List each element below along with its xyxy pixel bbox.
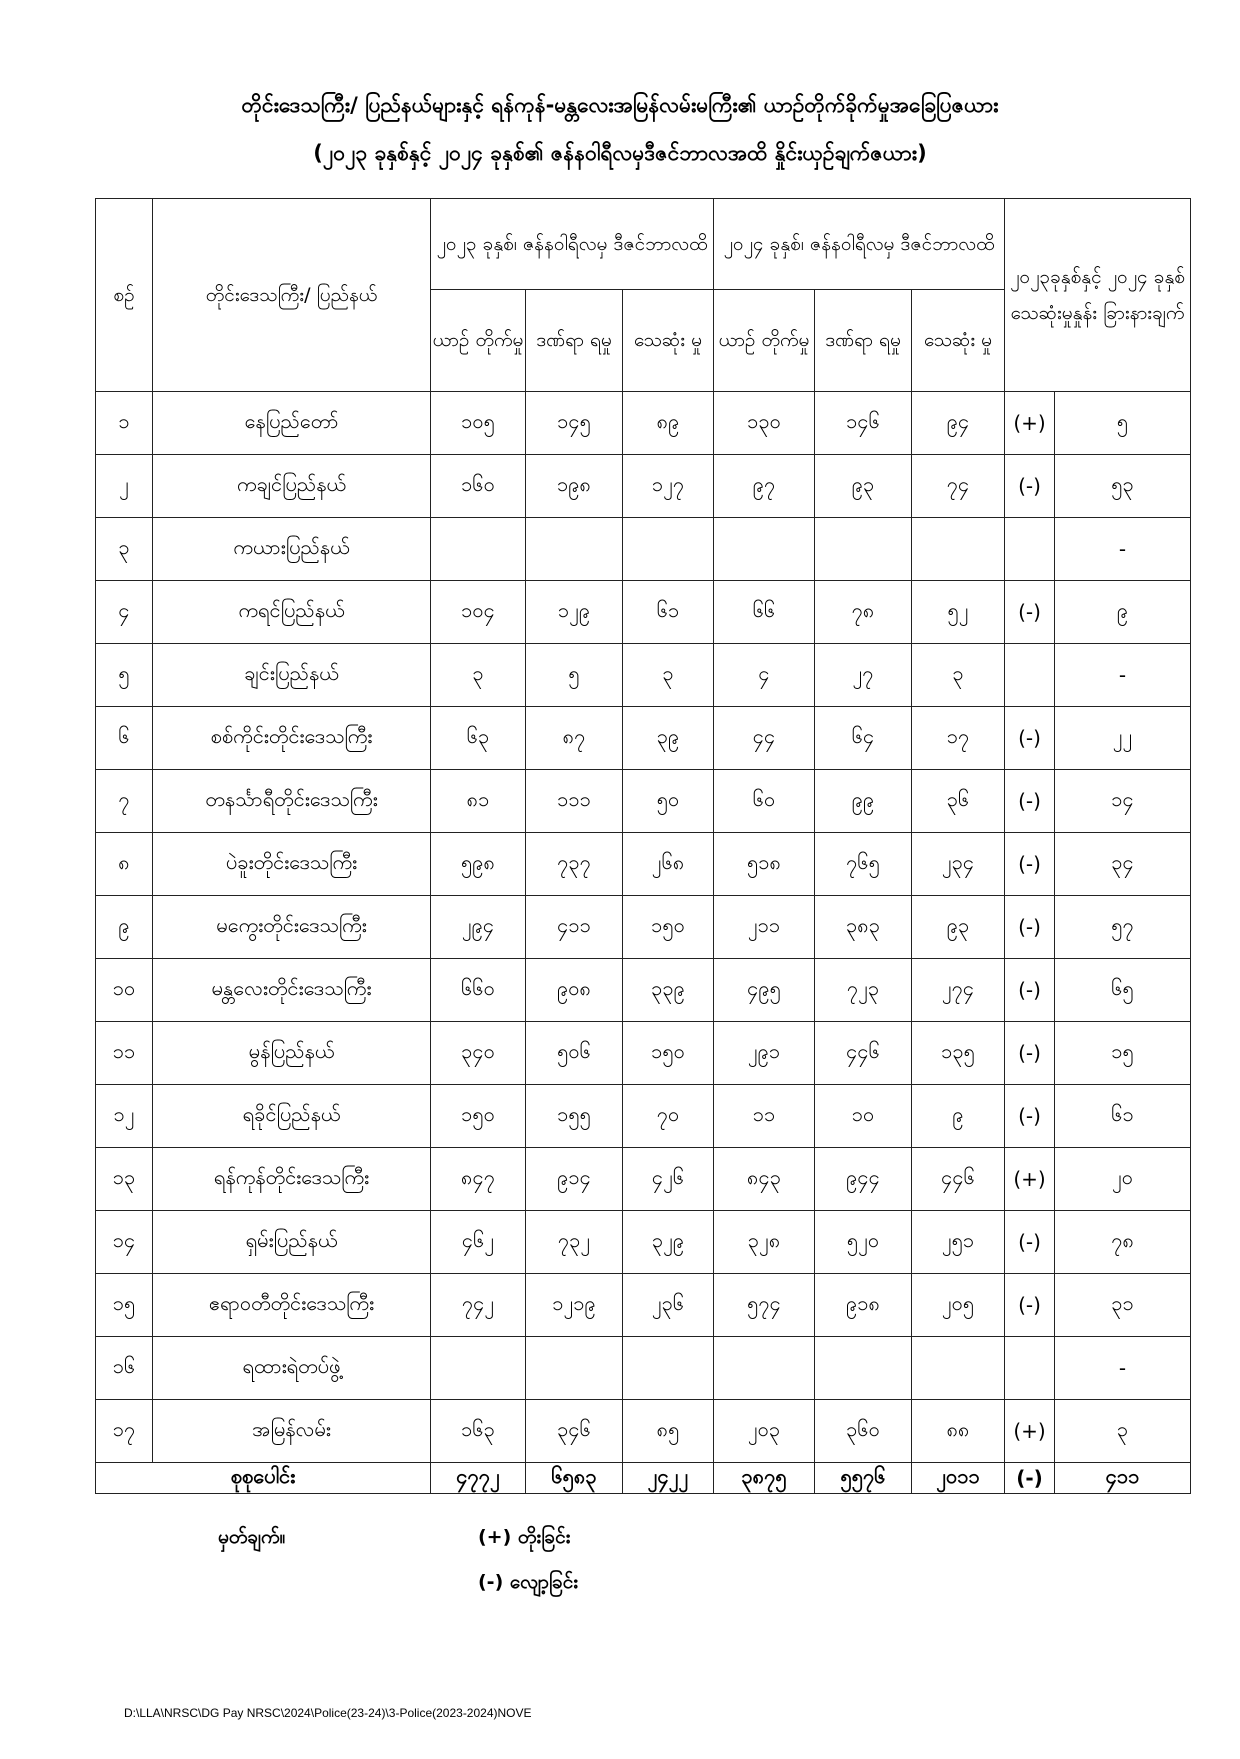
injuries-2024: ၇၂၃ (815, 959, 912, 1022)
deaths-2023: ၂၆၈ (623, 833, 714, 896)
region-name: ကရင်ပြည်နယ် (153, 581, 431, 644)
accidents-2024: ၃၂၈ (714, 1211, 815, 1274)
deaths-2023 (623, 518, 714, 581)
table-row (96, 896, 1191, 959)
deaths-2023: ၂၃၆ (623, 1274, 714, 1337)
region-name: ရထားရဲတပ်ဖွဲ့ (153, 1337, 431, 1400)
accidents-2024: ၁၁ (714, 1085, 815, 1148)
death-difference: ၅၃ (1055, 455, 1191, 518)
injuries-2024: ၆၄ (815, 707, 912, 770)
change-sign: (-) (1005, 1274, 1055, 1337)
total-death-difference: ၄၁၁ (1055, 1463, 1191, 1494)
table-row (96, 707, 1191, 770)
header-serial: စဉ် (96, 199, 153, 392)
header-region: တိုင်းဒေသကြီး/ ပြည်နယ် (153, 199, 431, 392)
death-difference: - (1055, 1337, 1191, 1400)
deaths-2024: ၃ (912, 644, 1005, 707)
header-deaths-2023: သေဆုံး မှု (623, 290, 714, 392)
accidents-2024: ၆၆ (714, 581, 815, 644)
header-accidents-2023: ယာဉ် တိုက်မှု (431, 290, 526, 392)
accidents-2024: ၁၃၀ (714, 392, 815, 455)
accidents-2024: ၄ (714, 644, 815, 707)
accidents-2023 (431, 518, 526, 581)
accidents-2024: ၅၇၄ (714, 1274, 815, 1337)
deaths-2024: ၂၇၄ (912, 959, 1005, 1022)
injuries-2023: ၅၀၆ (526, 1022, 623, 1085)
death-difference: ၁၄ (1055, 770, 1191, 833)
accidents-2023: ၁၆၃ (431, 1400, 526, 1463)
serial-cell: ၁၁ (96, 1022, 153, 1085)
header-period-2024: ၂၀၂၄ ခုနှစ်၊ ဇန်နဝါရီလမှ ဒီဇင်ဘာလထိ (714, 199, 1005, 290)
injuries-2024: ၇၈ (815, 581, 912, 644)
serial-cell: ၈ (96, 833, 153, 896)
accidents-2023: ၃၄၀ (431, 1022, 526, 1085)
header-period-2023: ၂၀၂၃ ခုနှစ်၊ ဇန်နဝါရီလမှ ဒီဇင်ဘာလထိ (431, 199, 714, 290)
change-sign: (-) (1005, 1211, 1055, 1274)
region-name: မွန်ပြည်နယ် (153, 1022, 431, 1085)
table-row (96, 392, 1191, 455)
injuries-2023: ၁၉၈ (526, 455, 623, 518)
deaths-2023: ၅၀ (623, 770, 714, 833)
region-name: စစ်ကိုင်းတိုင်းဒေသကြီး (153, 707, 431, 770)
deaths-2024 (912, 518, 1005, 581)
deaths-2024: ၂၃၄ (912, 833, 1005, 896)
accidents-2024 (714, 518, 815, 581)
total-accidents-2023: ၄၇၇၂ (431, 1463, 526, 1494)
serial-cell: ၆ (96, 707, 153, 770)
change-sign: (-) (1005, 833, 1055, 896)
deaths-2024: ၈၈ (912, 1400, 1005, 1463)
accidents-2023 (431, 1337, 526, 1400)
deaths-2024: ၅၂ (912, 581, 1005, 644)
deaths-2023: ၃၂၉ (623, 1211, 714, 1274)
injuries-2023 (526, 1337, 623, 1400)
deaths-2023: ၃၉ (623, 707, 714, 770)
injuries-2024: ၁၄၆ (815, 392, 912, 455)
accidents-2023: ၁၀၄ (431, 581, 526, 644)
note-increase: (+) တိုးခြင်း (478, 1526, 571, 1548)
total-change-sign: (-) (1005, 1463, 1055, 1494)
deaths-2024: ၂၅၁ (912, 1211, 1005, 1274)
deaths-2023: ၄၂၆ (623, 1148, 714, 1211)
injuries-2023: ၈၇ (526, 707, 623, 770)
accidents-2023: ၈၄၇ (431, 1148, 526, 1211)
death-difference: ၆၁ (1055, 1085, 1191, 1148)
header-injuries-2023: ဒဏ်ရာ ရမှု (526, 290, 623, 392)
region-name: နေပြည်တော် (153, 392, 431, 455)
table-row (96, 455, 1191, 518)
accidents-2024: ၈၄၃ (714, 1148, 815, 1211)
accidents-2023: ၇၄၂ (431, 1274, 526, 1337)
accidents-2023: ၄၆၂ (431, 1211, 526, 1274)
serial-cell: ၅ (96, 644, 153, 707)
accidents-2023: ၆၃ (431, 707, 526, 770)
header-accidents-2024: ယာဉ် တိုက်မှု (714, 290, 815, 392)
table-row (96, 770, 1191, 833)
accidents-2024: ၆၀ (714, 770, 815, 833)
deaths-2023: ၃ (623, 644, 714, 707)
death-difference: ၆၅ (1055, 959, 1191, 1022)
region-name: မန္တလေးတိုင်းဒေသကြီး (153, 959, 431, 1022)
injuries-2023: ၇၃၇ (526, 833, 623, 896)
region-name: ပဲခူးတိုင်းဒေသကြီး (153, 833, 431, 896)
deaths-2023: ၇၀ (623, 1085, 714, 1148)
change-sign: (-) (1005, 959, 1055, 1022)
accident-comparison-table (95, 198, 1191, 1494)
serial-cell: ၁၅ (96, 1274, 153, 1337)
deaths-2024: ၉၄ (912, 392, 1005, 455)
deaths-2024: ၄၄၆ (912, 1148, 1005, 1211)
injuries-2023: ၇၃၂ (526, 1211, 623, 1274)
accidents-2023: ၈၁ (431, 770, 526, 833)
total-injuries-2023: ၆၅၈၃ (526, 1463, 623, 1494)
death-difference: ၂၀ (1055, 1148, 1191, 1211)
table-row (96, 833, 1191, 896)
injuries-2024: ၄၄၆ (815, 1022, 912, 1085)
death-difference: ၇၈ (1055, 1211, 1191, 1274)
accidents-2024: ၉၇ (714, 455, 815, 518)
death-difference: - (1055, 518, 1191, 581)
deaths-2024: ၃၆ (912, 770, 1005, 833)
serial-cell: ၄ (96, 581, 153, 644)
deaths-2024: ၉ (912, 1085, 1005, 1148)
region-name: ကချင်ပြည်နယ် (153, 455, 431, 518)
file-path-footer: D:\LLA\NRSC\DG Pay NRSC\2024\Police(23-24)\3-Police(2023-2024)NOVE (124, 1706, 532, 1720)
change-sign: (-) (1005, 1022, 1055, 1085)
deaths-2023: ၈၉ (623, 392, 714, 455)
serial-cell: ၁၃ (96, 1148, 153, 1211)
death-difference: ၃၁ (1055, 1274, 1191, 1337)
serial-cell: ၇ (96, 770, 153, 833)
change-sign: (-) (1005, 581, 1055, 644)
table-row (96, 581, 1191, 644)
change-sign: (-) (1005, 455, 1055, 518)
table-row (96, 518, 1191, 581)
change-sign: (+) (1005, 1148, 1055, 1211)
change-sign (1005, 518, 1055, 581)
death-difference: ၅ (1055, 392, 1191, 455)
header-deaths-2024: သေဆုံး မှု (912, 290, 1005, 392)
deaths-2023: ၃၃၉ (623, 959, 714, 1022)
injuries-2023: ၅ (526, 644, 623, 707)
change-sign: (+) (1005, 1400, 1055, 1463)
injuries-2024: ၉၁၈ (815, 1274, 912, 1337)
deaths-2024: ၇၄ (912, 455, 1005, 518)
death-difference: ၁၅ (1055, 1022, 1191, 1085)
change-sign: (-) (1005, 707, 1055, 770)
accidents-2023: ၁၅၀ (431, 1085, 526, 1148)
deaths-2024: ၂၀၅ (912, 1274, 1005, 1337)
region-name: တနင်္သာရီတိုင်းဒေသကြီး (153, 770, 431, 833)
serial-cell: ၁ (96, 392, 153, 455)
serial-cell: ၉ (96, 896, 153, 959)
header-injuries-2024: ဒဏ်ရာ ရမှု (815, 290, 912, 392)
injuries-2023: ၉၀၈ (526, 959, 623, 1022)
injuries-2024: ၃၆၀ (815, 1400, 912, 1463)
injuries-2023: ၁၂၉ (526, 581, 623, 644)
table-row (96, 1148, 1191, 1211)
table-row (96, 1400, 1191, 1463)
accidents-2024: ၄၄ (714, 707, 815, 770)
accidents-2024 (714, 1337, 815, 1400)
total-injuries-2024: ၅၅၇၆ (815, 1463, 912, 1494)
injuries-2023: ၉၁၄ (526, 1148, 623, 1211)
accidents-2024: ၂၀၃ (714, 1400, 815, 1463)
accidents-2023: ၅၉၈ (431, 833, 526, 896)
table-row (96, 1274, 1191, 1337)
death-difference: - (1055, 644, 1191, 707)
change-sign (1005, 644, 1055, 707)
serial-cell: ၃ (96, 518, 153, 581)
table-row (96, 644, 1191, 707)
table-row (96, 1085, 1191, 1148)
accidents-2024: ၄၉၅ (714, 959, 815, 1022)
accidents-2023: ၂၉၄ (431, 896, 526, 959)
injuries-2023: ၃၄၆ (526, 1400, 623, 1463)
accidents-2023: ၁၀၅ (431, 392, 526, 455)
death-difference: ၅၇ (1055, 896, 1191, 959)
injuries-2024: ၅၂၀ (815, 1211, 912, 1274)
injuries-2024: ၉၄၄ (815, 1148, 912, 1211)
deaths-2023: ၈၅ (623, 1400, 714, 1463)
accidents-2024: ၅၁၈ (714, 833, 815, 896)
table-row (96, 1211, 1191, 1274)
deaths-2024 (912, 1337, 1005, 1400)
region-name: ကယားပြည်နယ် (153, 518, 431, 581)
death-difference: ၂၂ (1055, 707, 1191, 770)
deaths-2023: ၁၅၀ (623, 896, 714, 959)
accidents-2023: ၆၆၀ (431, 959, 526, 1022)
region-name: ချင်းပြည်နယ် (153, 644, 431, 707)
table-row (96, 959, 1191, 1022)
region-name: ဧရာဝတီတိုင်းဒေသကြီး (153, 1274, 431, 1337)
accidents-2023: ၁၆၀ (431, 455, 526, 518)
table-row (96, 1337, 1191, 1400)
serial-cell: ၂ (96, 455, 153, 518)
injuries-2023: ၄၁၁ (526, 896, 623, 959)
report-subtitle: (၂၀၂၃ ခုနှစ်နှင့် ၂၀၂၄ ခုနှစ်၏ ဇန်နဝါရီလမှဒီဇင်ဘာလအထိ နှိုင်းယှဉ်ချက်ဇယား) (313, 141, 927, 165)
deaths-2024: ၁၇ (912, 707, 1005, 770)
table-row (96, 1022, 1191, 1085)
injuries-2024: ၂၇ (815, 644, 912, 707)
serial-cell: ၁၇ (96, 1400, 153, 1463)
injuries-2024 (815, 1337, 912, 1400)
change-sign: (-) (1005, 1085, 1055, 1148)
injuries-2024: ၃၈၃ (815, 896, 912, 959)
serial-cell: ၁၀ (96, 959, 153, 1022)
total-label: စုစုပေါင်း (96, 1463, 431, 1494)
region-name: မကွေးတိုင်းဒေသကြီး (153, 896, 431, 959)
change-sign: (-) (1005, 896, 1055, 959)
serial-cell: ၁၆ (96, 1337, 153, 1400)
injuries-2024: ၇၆၅ (815, 833, 912, 896)
injuries-2023: ၁၄၅ (526, 392, 623, 455)
injuries-2024: ၁၀ (815, 1085, 912, 1148)
death-difference: ၉ (1055, 581, 1191, 644)
deaths-2024: ၁၃၅ (912, 1022, 1005, 1085)
death-difference: ၃ (1055, 1400, 1191, 1463)
deaths-2023 (623, 1337, 714, 1400)
injuries-2023: ၁၂၁၉ (526, 1274, 623, 1337)
header-comparison: ၂၀၂၃ခုနှစ်နှင့် ၂၀၂၄ ခုနှစ် သေဆုံးမှုနှုန်း ခြားနားချက် (1005, 199, 1191, 392)
injuries-2024 (815, 518, 912, 581)
table-body (96, 392, 1191, 1463)
deaths-2023: ၁၂၇ (623, 455, 714, 518)
total-row (96, 1463, 1191, 1494)
note-decrease: (-) လျော့ခြင်း (478, 1571, 579, 1593)
region-name: ရှမ်းပြည်နယ် (153, 1211, 431, 1274)
accidents-2024: ၂၉၁ (714, 1022, 815, 1085)
injuries-2023 (526, 518, 623, 581)
serial-cell: ၁၂ (96, 1085, 153, 1148)
notes-label: မှတ်ချက်။ (218, 1526, 286, 1548)
serial-cell: ၁၄ (96, 1211, 153, 1274)
change-sign (1005, 1337, 1055, 1400)
injuries-2023: ၁၅၅ (526, 1085, 623, 1148)
change-sign: (+) (1005, 392, 1055, 455)
deaths-2023: ၆၁ (623, 581, 714, 644)
change-sign: (-) (1005, 770, 1055, 833)
deaths-2024: ၉၃ (912, 896, 1005, 959)
total-accidents-2024: ၃၈၇၅ (714, 1463, 815, 1494)
injuries-2023: ၁၁၁ (526, 770, 623, 833)
injuries-2024: ၉၃ (815, 455, 912, 518)
deaths-2023: ၁၅၀ (623, 1022, 714, 1085)
region-name: ရခိုင်ပြည်နယ် (153, 1085, 431, 1148)
injuries-2024: ၉၉ (815, 770, 912, 833)
total-deaths-2024: ၂၀၁၁ (912, 1463, 1005, 1494)
death-difference: ၃၄ (1055, 833, 1191, 896)
accidents-2023: ၃ (431, 644, 526, 707)
region-name: ရန်ကုန်တိုင်းဒေသကြီး (153, 1148, 431, 1211)
total-deaths-2023: ၂၄၂၂ (623, 1463, 714, 1494)
region-name: အမြန်လမ်း (153, 1400, 431, 1463)
accidents-2024: ၂၁၁ (714, 896, 815, 959)
report-title: တိုင်းဒေသကြီး/ ပြည်နယ်များနှင့် ရန်ကုန်-မန္တလေးအမြန်လမ်းမကြီး၏ ယာဉ်တိုက်ခိုက်မှုအခြေပြဇယား (241, 93, 999, 117)
